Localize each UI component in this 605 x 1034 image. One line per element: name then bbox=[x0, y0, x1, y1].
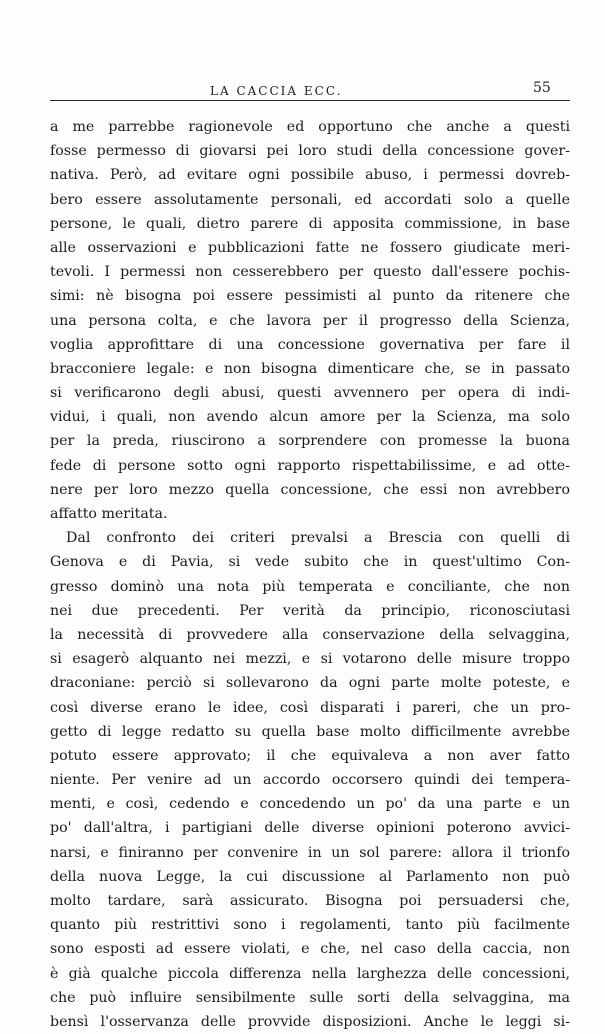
body-text bbox=[50, 115, 570, 1034]
text-line: alle osservazioni e pubblicazioni fatte ne fossero giudicate meri- bbox=[50, 239, 570, 256]
header-rule bbox=[50, 100, 570, 101]
text-line: potuto essere approvato; il che equivaleva a non aver fatto bbox=[50, 747, 570, 764]
text-line: a me parrebbe ragionevole ed opportuno che anche a questi bbox=[50, 119, 570, 135]
running-title: LA CACCIA ECC. bbox=[210, 84, 343, 98]
page-number: 55 bbox=[533, 80, 551, 96]
text-line: sono esposti ad essere violati, e che, nel caso della caccia, non bbox=[50, 941, 570, 958]
text-line: quanto più restrittivi sono i regolamenti, tanto più facilmente bbox=[50, 917, 570, 934]
text-line: menti, e così, cedendo e concedendo un po' da una parte e un bbox=[50, 796, 570, 813]
text-line: fosse permesso di giovarsi pei loro studi della concessione gover- bbox=[50, 143, 570, 160]
text-line: affatto meritata. bbox=[50, 506, 168, 522]
text-line: nativa. Però, ad evitare ogni possibile abuso, i permessi dovreb- bbox=[50, 167, 570, 184]
text-line: una persona colta, e che lavora per il progresso della Scienza, bbox=[50, 312, 570, 329]
text-line: vidui, i quali, non avendo alcun amore per la Scienza, ma solo bbox=[50, 409, 570, 426]
text-line: molto tardare, sarà assicurato. Bisogna poi persuadersi che, bbox=[50, 893, 570, 909]
text-line: che può influire sensibilmente sulle sorti della selvaggina, ma bbox=[50, 989, 570, 1006]
text-line: niente. Per venire ad un accordo occorsero quindi dei tempera- bbox=[50, 772, 570, 789]
text-line: bensì l'osservanza delle provvide disposizioni. Anche le leggi si- bbox=[50, 1013, 570, 1030]
text-line: della nuova Legge, la cui discussione al Parlamento non può bbox=[50, 868, 570, 885]
text-line: draconiane: perciò si sollevarono da ogni parte molte poteste, e bbox=[50, 675, 570, 692]
text-line: tevoli. I permessi non cesserebbero per questo dall'essere pochis- bbox=[50, 264, 570, 281]
text-line: voglia approfittare di una concessione governativa per fare il bbox=[50, 336, 570, 353]
text-line: persone, le quali, dietro parere di apposita commissione, in base bbox=[50, 215, 570, 232]
text-line: nei due precedenti. Per verità da principio, riconosciutasi bbox=[50, 602, 570, 619]
text-line: simi: nè bisogna poi essere pessimisti al punto da ritenere che bbox=[50, 288, 570, 305]
text-line: fede di persone sotto ogni rapporto rispettabilissime, e ad otte- bbox=[50, 457, 570, 474]
text-line: è già qualche piccola differenza nella larghezza delle concessioni, bbox=[50, 965, 570, 982]
text-line: Genova e di Pavia, si vede subito che in quest'ultimo Con- bbox=[50, 554, 570, 571]
text-line: narsi, e finiranno per convenire in un sol parere: allora il trionfo bbox=[50, 844, 570, 861]
text-line: po' dall'altra, i partigiani delle diverse opinioni poterono avvici- bbox=[50, 820, 570, 837]
page-header bbox=[50, 80, 570, 100]
text-line: per la preda, riuscirono a sorprendere con promesse la buona bbox=[50, 433, 570, 450]
text-line: così diverse erano le idee, così disparati i pareri, che un pro- bbox=[50, 699, 570, 716]
text-line: si verificarono degli abusi, questi avvennero per opera di indi- bbox=[50, 385, 570, 402]
text-line: bracconiere legale: e non bisogna dimenticare che, se in passato bbox=[50, 360, 570, 377]
text-line: bero essere assolutamente personali, ed accordati solo a quelle bbox=[50, 191, 570, 208]
text-line: nere per loro mezzo quella concessione, che essi non avrebbero bbox=[50, 481, 570, 498]
paragraph-start-line: Dal confronto dei criteri prevalsi a Brescia con quelli di bbox=[66, 530, 570, 547]
text-line: la necessità di provvedere alla conservazione della selvaggina, bbox=[50, 626, 570, 643]
text-line: gresso dominò una nota più temperata e conciliante, che non bbox=[50, 578, 570, 595]
text-line: si esagerò alquanto nei mezzi, e si votarono delle misure troppo bbox=[50, 651, 570, 668]
text-line: getto di legge redatto su quella base molto difficilmente avrebbe bbox=[50, 723, 570, 740]
